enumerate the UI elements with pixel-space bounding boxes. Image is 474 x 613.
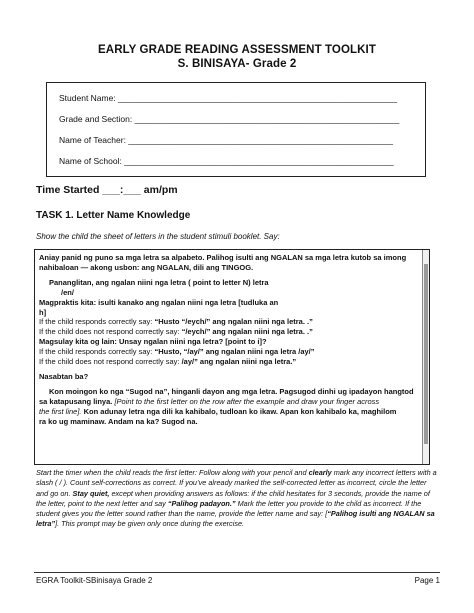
student-info-box (46, 82, 426, 177)
script-line: Pananglitan, ang ngalan niini nga letra ( point to letter N) letra (49, 277, 269, 287)
grade-section-field: Grade and Section: ________________________________________________________ (59, 114, 400, 124)
script-line: If the child responds correctly say: “Husto, “/ay/” ang ngalan niini nga letra /ay/” (39, 347, 315, 357)
scrollbar-thumb[interactable] (424, 264, 428, 444)
task-instruction: Show the child the sheet of letters in the student stimuli booklet. Say: (36, 232, 280, 241)
script-line: h] (39, 307, 47, 317)
script-line: Magsulay kita og lain: Unsay ngalan niini nga letra? [point to i]? (39, 337, 267, 347)
script-line: Aniay panid ng puno sa mga letra sa alpabeto. Palihog isulti ang NGALAN sa mga letra kutob sa imong (39, 253, 407, 262)
script-line: If the child does not respond correctly say: /ay/” ang ngalan niini nga letra.” (39, 357, 297, 367)
teacher-script-box (34, 249, 430, 465)
script-line: sa katapusang linya. [Point to the first letter on the row after the example and draw your finger across (39, 396, 380, 406)
page-number: Page 1 (414, 576, 440, 585)
script-line: If the child responds correctly say: “Husto “/eych/” ang ngalan niini nga letra. .” (39, 317, 313, 327)
footer-doc-name: EGRA Toolkit-SBinisaya Grade 2 (36, 576, 153, 585)
script-line: ra ko ug maminaw. Andam na ka? Sugod na. (39, 416, 198, 426)
script-line: Kon moingon ko nga “Sugod na”, hinganli dayon ang mga letra. Pagsugod dinhi ug ipadayon hangtod (49, 386, 414, 396)
time-started: Time Started ___:___ am/pm (36, 184, 178, 196)
teacher-name-field: Name of Teacher: ________________________________________________________ (59, 135, 394, 145)
school-name-field: Name of School: _________________________________________________________ (59, 156, 394, 166)
scrollbar[interactable] (422, 250, 429, 464)
script-line: Nasabtan ba? (39, 371, 89, 381)
script-line: /en/ (61, 287, 74, 297)
document-subtitle: S. BINISAYA- Grade 2 (177, 58, 297, 70)
script-line: Magpraktis kita: isulti kanako ang ngalan niini nga letra [tudluka an (39, 297, 279, 307)
script-line: If the child does not respond correctly say: “/eych/” ang ngalan niini nga letra. .” (39, 327, 313, 337)
script-line: nahibaloan — akong usbon: ang NGALAN, dili ang TINGOG. (39, 262, 254, 272)
student-name-field: Student Name: ___________________________________________________________ (59, 93, 397, 103)
task-heading: TASK 1. Letter Name Knowledge (36, 210, 191, 221)
footer-divider (34, 572, 440, 573)
document-title: EARLY GRADE READING ASSESSMENT TOOLKIT (98, 44, 376, 56)
scoring-instructions: Start the timer when the child reads the first letter: Follow along with your pencil and clearly mark any incorrect letters with a slash ( / ). Count self-corrections as correct. If you’ve already marked the self-corrected letter as incorrect, circle the letter and go on. Stay quiet, except when providing answers as follows: if the child hesitates for 3 seconds, provide the name of the letter, point to the next letter and say “Palihog padayon.” Mark the letter you provide to the child as incorrect. If the student gives you the letter sound rather than the name, provide the letter name and say: [“Palihog isulti ang NGALAN sa letra”]. This prompt may be given only once during the exercise. (36, 468, 437, 529)
script-line: the first line]. Kon adunay letra nga dili ka kahibalo, tudloan ko ikaw. Apan kon kahibalo ka, maghilom (39, 406, 397, 416)
